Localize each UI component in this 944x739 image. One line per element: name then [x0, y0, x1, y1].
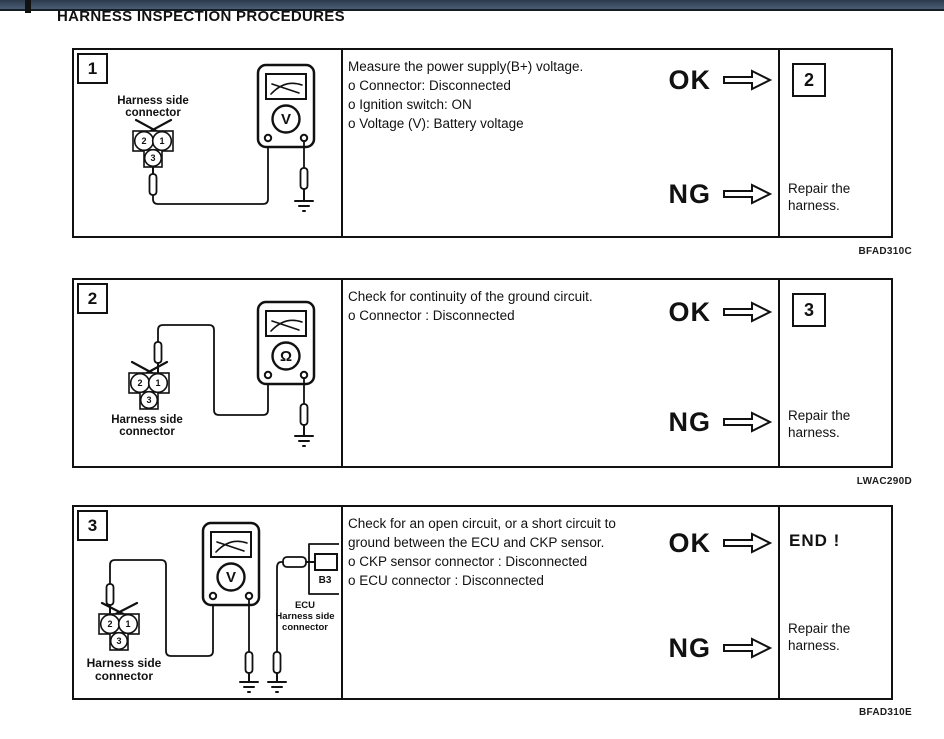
svg-text:1: 1: [155, 378, 161, 388]
test-lead-wire: [158, 325, 268, 415]
instruction-line: o Ignition switch: ON: [348, 97, 472, 112]
ng-label: NG: [668, 407, 711, 437]
panel2-instruction-cell: [343, 280, 780, 466]
probe: [301, 168, 308, 189]
test-lead-wire: [277, 562, 283, 652]
ng-flag: [669, 634, 774, 662]
ok-flag: [669, 529, 774, 557]
ng-label: NG: [668, 179, 711, 209]
arrow-right-icon: [723, 531, 773, 555]
panel1-instruction-cell: [343, 50, 780, 236]
panel2-result-cell: [780, 280, 891, 466]
svg-text:2: 2: [137, 378, 143, 388]
svg-text:1: 1: [125, 619, 131, 629]
procedure-panel-1: [72, 48, 893, 238]
probe: [274, 652, 281, 673]
panel3-result-cell: [780, 507, 891, 698]
ground-icon: [240, 682, 258, 692]
svg-text:Harness side: Harness side: [111, 414, 183, 426]
figure-code: BFAD310C: [858, 246, 912, 257]
ground-icon: [295, 436, 313, 446]
page-title: HARNESS INSPECTION PROCEDURES: [57, 8, 345, 25]
instruction-line: o ECU connector : Disconnected: [348, 573, 544, 588]
multimeter: [203, 523, 259, 605]
next-step-box: 2: [792, 63, 826, 97]
ok-label: OK: [668, 297, 711, 327]
panel2-diagram-cell: [74, 280, 343, 466]
probe: [155, 342, 162, 363]
svg-text:1: 1: [159, 136, 165, 146]
ng-result-text: Repair the harness.: [788, 408, 851, 440]
svg-text:connector: connector: [282, 622, 328, 633]
arrow-right-icon: [723, 410, 773, 434]
ecu-terminal: [315, 554, 337, 570]
svg-text:2: 2: [107, 619, 113, 629]
svg-text:connector: connector: [119, 426, 175, 438]
svg-text:connector: connector: [125, 107, 181, 119]
step-number-box: 1: [77, 53, 108, 84]
arrow-right-icon: [723, 636, 773, 660]
arrow-right-icon: [723, 182, 773, 206]
svg-text:ECU: ECU: [294, 600, 316, 611]
instruction-line: o CKP sensor connector : Disconnected: [348, 554, 588, 569]
ground-icon: [295, 201, 313, 211]
ng-flag: [669, 180, 774, 208]
ok-label: OK: [668, 65, 711, 95]
probe: [283, 557, 306, 567]
probe: [301, 404, 308, 425]
ok-label: OK: [668, 528, 711, 558]
scan-artifact-tick: [25, 0, 31, 13]
probe: [150, 174, 157, 195]
arrow-right-icon: [723, 300, 773, 324]
next-step-box: 3: [792, 293, 826, 327]
ohmmeter-diagram: [74, 280, 339, 466]
meter-symbol: V: [280, 111, 292, 128]
instruction-line: Check for an open circuit, or a short circuit to: [348, 516, 616, 531]
procedure-panel-2: [72, 278, 893, 468]
instruction-line: o Connector: Disconnected: [348, 78, 511, 93]
step-number-box: 2: [77, 283, 108, 314]
svg-text:connector: connector: [94, 669, 154, 683]
ng-flag: [669, 408, 774, 436]
ground-icon: [268, 682, 286, 692]
end-result-text: END !: [789, 531, 841, 550]
voltmeter-diagram: [74, 50, 339, 236]
probe: [246, 652, 253, 673]
multimeter: [258, 302, 314, 384]
panel3-instruction-cell: [343, 507, 780, 698]
ng-result-text: Repair the harness.: [788, 181, 851, 213]
procedure-panel-3: [72, 505, 893, 700]
instruction-line: o Connector : Disconnected: [348, 308, 515, 323]
instruction-line: Check for continuity of the ground circuit.: [348, 289, 593, 304]
panel3-diagram-cell: [74, 507, 343, 698]
figure-code: BFAD310E: [859, 707, 912, 718]
panel1-result-cell: [780, 50, 891, 236]
panel1-diagram-cell: [74, 50, 343, 236]
ecu-pin-label: B3: [318, 575, 332, 586]
voltmeter-ecu-diagram: [74, 507, 339, 698]
ng-result-text: Repair the harness.: [788, 621, 851, 653]
instruction-line: ground between the ECU and CKP sensor.: [348, 535, 605, 550]
ok-flag: [669, 66, 774, 94]
ng-label: NG: [668, 633, 711, 663]
ok-flag: [669, 298, 774, 326]
instruction-line: o Voltage (V): Battery voltage: [348, 116, 524, 131]
svg-text:3: 3: [116, 636, 122, 646]
arrow-right-icon: [723, 68, 773, 92]
svg-text:3: 3: [146, 395, 152, 405]
svg-text:Harness side: Harness side: [117, 95, 189, 107]
svg-text:3: 3: [150, 153, 156, 163]
meter-symbol: V: [225, 569, 237, 586]
svg-text:Harness side: Harness side: [275, 611, 335, 622]
meter-symbol: Ω: [279, 348, 293, 365]
svg-text:2: 2: [141, 136, 147, 146]
svg-text:Harness side: Harness side: [86, 656, 162, 670]
instruction-line: Measure the power supply(B+) voltage.: [348, 59, 584, 74]
multimeter: [258, 65, 314, 147]
step-number-box: 3: [77, 510, 108, 541]
probe: [107, 584, 114, 605]
figure-code: LWAC290D: [856, 476, 912, 487]
